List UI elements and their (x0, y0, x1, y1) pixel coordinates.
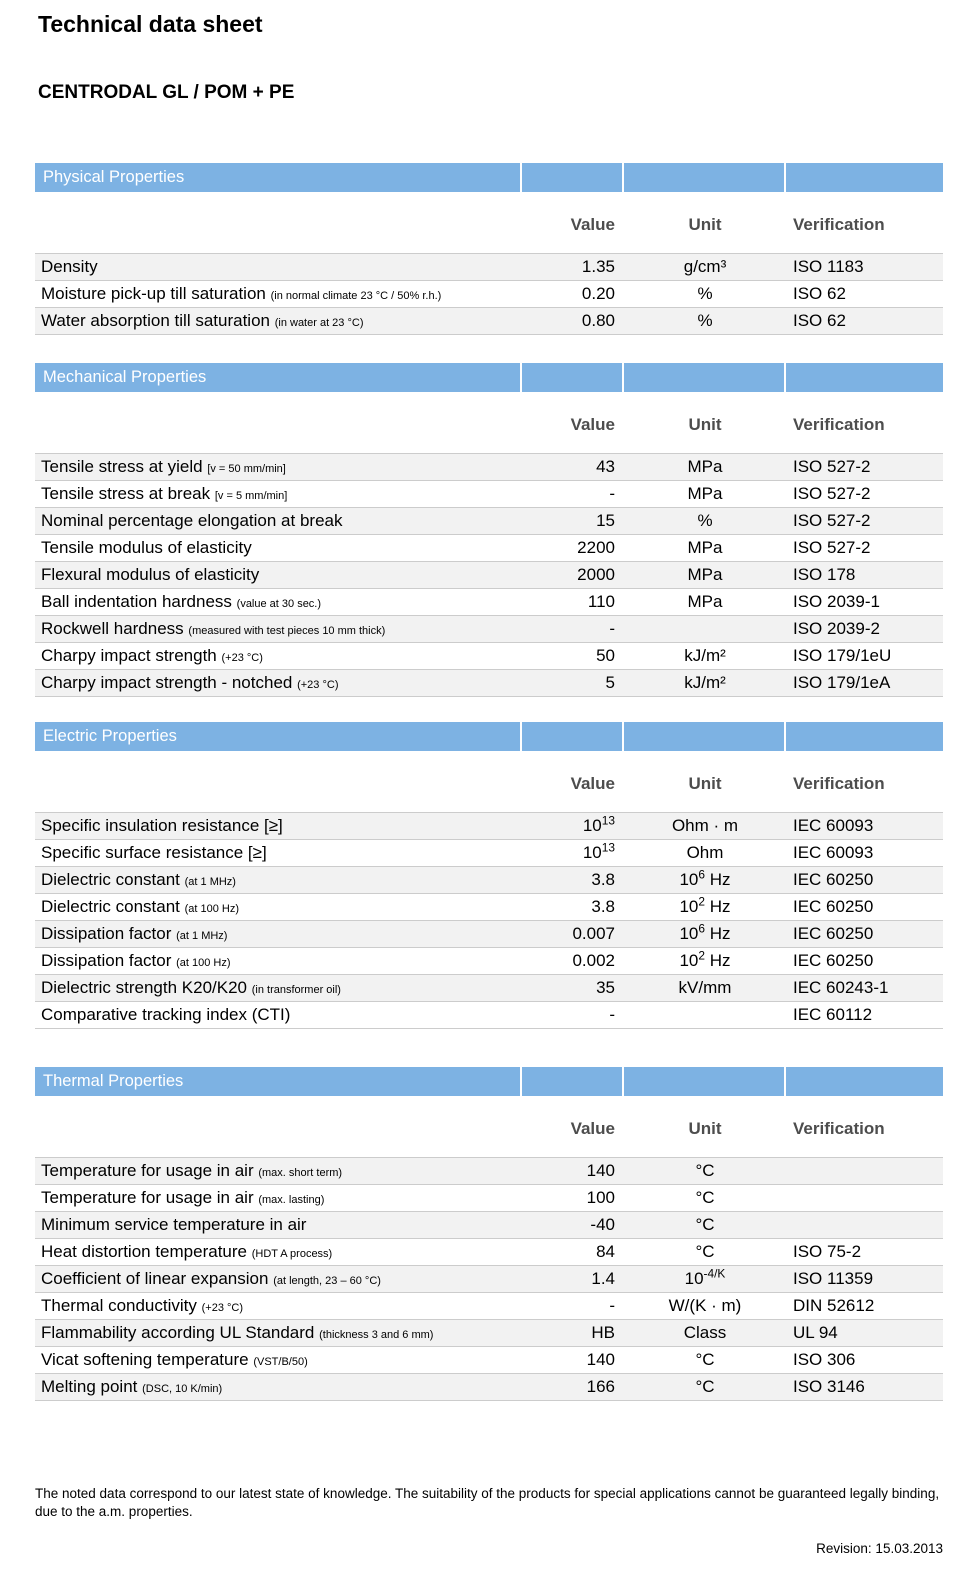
table-row (35, 642, 943, 669)
property-cell (35, 975, 522, 1003)
property-note: [v = 5 mm/min] (214, 490, 288, 502)
table-row (35, 1157, 943, 1184)
table-row (35, 1211, 943, 1238)
property-verification: ISO 11359 (793, 1269, 874, 1288)
column-header-property (35, 1118, 522, 1139)
property-cell (35, 1239, 522, 1267)
property-value: 0.20 (581, 284, 615, 303)
revision-text: Revision: 15.03.2013 (816, 1541, 943, 1556)
table-rows (35, 253, 943, 335)
property-unit: °C (695, 1161, 715, 1180)
table-rows (35, 453, 943, 697)
property-cell (35, 562, 522, 588)
property-note: (max. short term) (258, 1167, 343, 1179)
property-unit: $10^6$ Hz (679, 921, 731, 943)
column-header-value: Value (570, 415, 615, 434)
column-header-verification: Verification (793, 1119, 885, 1138)
property-name: Charpy impact strength (41, 646, 217, 665)
column-header-row (35, 414, 943, 435)
table-row (35, 812, 943, 839)
table-row (35, 307, 943, 334)
property-cell (35, 1185, 522, 1213)
column-header-value: Value (570, 1119, 615, 1138)
property-verification: ISO 178 (793, 565, 856, 584)
property-name: Dissipation factor (41, 924, 172, 943)
property-verification: IEC 60112 (793, 1005, 873, 1024)
table-row (35, 1238, 943, 1265)
table-row (35, 453, 943, 480)
property-note: (at 100 Hz) (176, 957, 231, 969)
column-header-unit: Unit (688, 215, 722, 234)
property-cell (35, 1158, 522, 1186)
table-row (35, 1292, 943, 1319)
column-header-unit: Unit (688, 415, 722, 434)
table-row (35, 253, 943, 280)
sections-container (35, 163, 943, 1401)
property-value: 140 (586, 1161, 615, 1180)
property-note: (at length, 23 – 60 °C) (273, 1275, 381, 1287)
property-name: Flexural modulus of elasticity (41, 565, 260, 584)
property-name: Dielectric constant (41, 870, 180, 889)
section-bar-cell (786, 1067, 943, 1096)
property-name: Heat distortion temperature (41, 1242, 247, 1261)
product-name: CENTRODAL GL / POM + PE (38, 82, 295, 103)
property-note: (+23 °C) (201, 1302, 244, 1314)
property-value: - (609, 1296, 615, 1315)
table-row (35, 1346, 943, 1373)
property-cell (35, 840, 522, 866)
table-row (35, 561, 943, 588)
property-unit: kJ/m² (684, 646, 726, 665)
table-row (35, 588, 943, 615)
property-note: (max. lasting) (258, 1194, 325, 1206)
property-value: 35 (596, 978, 615, 997)
property-cell (35, 508, 522, 534)
property-cell (35, 1212, 522, 1238)
column-header-value: Value (570, 774, 615, 793)
property-name: Tensile modulus of elasticity (41, 538, 252, 557)
property-verification: IEC 60243-1 (793, 978, 889, 997)
property-unit: kV/mm (678, 978, 732, 997)
section-bar-cell (522, 722, 622, 751)
property-unit: °C (695, 1377, 715, 1396)
document-page (0, 10, 976, 1557)
property-value: 50 (596, 646, 615, 665)
section-bar-cell (786, 722, 943, 751)
property-note: (thickness 3 and 6 mm) (319, 1329, 434, 1341)
property-unit: Ohm (686, 843, 724, 862)
table-row (35, 893, 943, 920)
property-note: (DSC, 10 K/min) (142, 1383, 223, 1395)
section-bar-cell (522, 1067, 622, 1096)
property-value: 43 (596, 457, 615, 476)
property-cell (35, 254, 522, 280)
property-verification: UL 94 (793, 1323, 838, 1342)
property-unit: % (697, 511, 713, 530)
property-cell (35, 921, 522, 949)
property-name: Tensile stress at yield (41, 457, 203, 476)
table-row (35, 839, 943, 866)
property-verification: IEC 60250 (793, 870, 874, 889)
property-name: Density (41, 257, 98, 276)
property-cell (35, 1266, 522, 1294)
property-unit: °C (695, 1215, 715, 1234)
property-cell (35, 535, 522, 561)
table-row (35, 480, 943, 507)
section-bar-cell (624, 163, 784, 192)
property-value: - (609, 619, 615, 638)
column-header-unit: Unit (688, 1119, 722, 1138)
properties-section (35, 1067, 943, 1401)
property-verification: ISO 62 (793, 311, 846, 330)
property-note: [v = 50 mm/min] (207, 463, 286, 475)
property-verification: IEC 60093 (793, 816, 874, 835)
property-verification: ISO 527-2 (793, 457, 871, 476)
property-verification: IEC 60250 (793, 951, 874, 970)
section-bar-cell (522, 363, 622, 392)
property-cell (35, 813, 522, 839)
page-title: Technical data sheet (38, 11, 263, 37)
property-cell (35, 1002, 522, 1028)
property-cell (35, 894, 522, 922)
table-row (35, 507, 943, 534)
column-header-value: Value (570, 215, 615, 234)
property-name: Minimum service temperature in air (41, 1215, 307, 1234)
property-name: Comparative tracking index (CTI) (41, 1005, 291, 1024)
column-header-unit: Unit (688, 774, 722, 793)
property-unit: °C (695, 1350, 715, 1369)
section-bar-title-cell (35, 1067, 520, 1096)
section-title: Thermal Properties (43, 1072, 184, 1090)
column-header-property (35, 414, 522, 435)
table-row (35, 974, 943, 1001)
property-cell (35, 643, 522, 671)
property-value: HB (591, 1323, 615, 1342)
section-bar-cell (786, 363, 943, 392)
property-name: Coefficient of linear expansion (41, 1269, 269, 1288)
table-row (35, 615, 943, 642)
property-verification: ISO 527-2 (793, 538, 871, 557)
property-name: Tensile stress at break (41, 484, 211, 503)
section-header-bar (35, 1067, 943, 1096)
property-unit: °C (695, 1242, 715, 1261)
property-value: 0.80 (581, 311, 615, 330)
property-note: (at 100 Hz) (184, 903, 240, 915)
property-verification: ISO 2039-1 (793, 592, 880, 611)
property-cell (35, 867, 522, 895)
property-note: (VST/B/50) (253, 1356, 308, 1368)
property-unit: $10^2$ Hz (679, 948, 731, 970)
property-value: 15 (596, 511, 615, 530)
section-bar-title-cell (35, 163, 520, 192)
property-unit: MPa (687, 565, 723, 584)
table-row (35, 534, 943, 561)
property-unit: Class (683, 1323, 727, 1342)
section-bar-cell (624, 722, 784, 751)
property-value: - (609, 484, 615, 503)
properties-section (35, 163, 943, 335)
property-name: Rockwell hardness (41, 619, 184, 638)
property-value: 3.8 (591, 897, 615, 916)
property-name: Dissipation factor (41, 951, 172, 970)
property-cell (35, 1374, 522, 1402)
property-note: (HDT A process) (251, 1248, 333, 1260)
property-note: (at 1 MHz) (184, 876, 236, 888)
property-name: Nominal percentage elongation at break (41, 511, 343, 530)
column-header-row (35, 1118, 943, 1139)
property-unit: kJ/m² (684, 673, 726, 692)
table-row (35, 920, 943, 947)
properties-section (35, 363, 943, 697)
property-note: (measured with test pieces 10 mm thick) (188, 625, 386, 637)
section-bar-title-cell (35, 722, 520, 751)
property-unit: $10^6$ Hz (679, 867, 731, 889)
property-verification: ISO 2039-2 (793, 619, 880, 638)
property-value: 2000 (577, 565, 615, 584)
property-value: 2200 (577, 538, 615, 557)
property-name: Thermal conductivity (41, 1296, 197, 1315)
property-value: -40 (590, 1215, 615, 1234)
section-header-bar (35, 163, 943, 192)
property-unit: Ohm · m (671, 816, 739, 835)
property-name: Moisture pick-up till saturation (41, 284, 266, 303)
section-bar-title-cell (35, 363, 520, 392)
property-value: 166 (586, 1377, 615, 1396)
property-cell (35, 948, 522, 976)
property-value: 0.007 (572, 924, 615, 943)
property-verification: ISO 75-2 (793, 1242, 862, 1261)
section-title: Mechanical Properties (43, 368, 207, 386)
column-header-property (35, 214, 522, 235)
section-bar-cell (522, 163, 622, 192)
property-unit: MPa (687, 592, 723, 611)
column-header-verification: Verification (793, 774, 885, 793)
property-note: (in normal climate 23 °C / 50% r.h.) (270, 290, 442, 302)
property-verification: ISO 179/1eU (793, 646, 892, 665)
property-name: Water absorption till saturation (41, 311, 270, 330)
property-unit: $10^{-4/K}$ (684, 1266, 726, 1288)
property-cell (35, 308, 522, 336)
property-value: 100 (586, 1188, 615, 1207)
property-value: 1.35 (581, 257, 615, 276)
section-header-bar (35, 363, 943, 392)
property-verification: ISO 62 (793, 284, 846, 303)
property-name: Charpy impact strength - notched (41, 673, 293, 692)
table-row (35, 1373, 943, 1400)
property-cell (35, 1347, 522, 1375)
section-bar-cell (624, 1067, 784, 1096)
property-value: 140 (586, 1350, 615, 1369)
property-name: Temperature for usage in air (41, 1188, 254, 1207)
section-bar-cell (624, 363, 784, 392)
property-note: (value at 30 sec.) (236, 598, 322, 610)
table-row (35, 1001, 943, 1028)
property-cell (35, 481, 522, 509)
property-cell (35, 1293, 522, 1321)
property-value: 110 (587, 592, 615, 611)
table-row (35, 1184, 943, 1211)
property-name: Flammability according UL Standard (41, 1323, 315, 1342)
property-name: Vicat softening temperature (41, 1350, 249, 1369)
column-header-verification: Verification (793, 415, 885, 434)
property-value: 5 (605, 673, 615, 692)
properties-section (35, 722, 943, 1029)
table-rows (35, 812, 943, 1029)
property-verification: ISO 179/1eA (793, 673, 891, 692)
column-header-row (35, 214, 943, 235)
property-note: (+23 °C) (221, 652, 263, 664)
section-header-bar (35, 722, 943, 751)
property-verification: ISO 306 (793, 1350, 856, 1369)
table-row (35, 866, 943, 893)
table-rows (35, 1157, 943, 1401)
property-verification: IEC 60250 (793, 897, 874, 916)
property-value: 1.4 (591, 1269, 615, 1288)
property-value: 3.8 (591, 870, 615, 889)
property-value: - (609, 1005, 615, 1024)
property-cell (35, 281, 522, 309)
property-name: Dielectric strength K20/K20 (41, 978, 247, 997)
property-verification: IEC 60093 (793, 843, 874, 862)
property-unit: $10^2$ Hz (679, 894, 731, 916)
table-row (35, 1265, 943, 1292)
property-cell (35, 670, 522, 698)
property-value: 0.002 (572, 951, 615, 970)
table-row (35, 280, 943, 307)
property-unit: g/cm³ (683, 257, 727, 276)
column-header-property (35, 773, 522, 794)
property-name: Temperature for usage in air (41, 1161, 254, 1180)
property-name: Ball indentation hardness (41, 592, 232, 611)
property-cell (35, 616, 522, 644)
property-value: 84 (596, 1242, 615, 1261)
property-verification: ISO 527-2 (793, 511, 871, 530)
property-note: (+23 °C) (297, 679, 339, 691)
property-unit: W/(K · m) (668, 1296, 742, 1315)
property-name: Specific insulation resistance [≥] (41, 816, 283, 835)
property-unit: °C (695, 1188, 715, 1207)
property-unit: % (697, 284, 713, 303)
property-cell (35, 589, 522, 617)
section-title: Physical Properties (43, 168, 185, 186)
property-value: $10^{13}$ (582, 840, 615, 862)
property-value: $10^{13}$ (582, 813, 615, 835)
property-cell (35, 454, 522, 482)
property-note: (in water at 23 °C) (274, 317, 364, 329)
property-note: (in transformer oil) (251, 984, 341, 996)
property-cell (35, 1320, 522, 1348)
property-unit: MPa (687, 457, 723, 476)
section-title: Electric Properties (43, 727, 177, 745)
property-verification: ISO 1183 (793, 257, 864, 276)
table-row (35, 947, 943, 974)
property-name: Specific surface resistance [≥] (41, 843, 267, 862)
property-name: Melting point (41, 1377, 138, 1396)
property-unit: MPa (687, 484, 723, 503)
property-unit: MPa (687, 538, 723, 557)
disclaimer-text: The noted data correspond to our latest state of knowledge. The suitability of the products for special applications cannot be guaranteed legally binding, due to the a.m. properties. (35, 1486, 940, 1519)
property-verification: ISO 3146 (793, 1377, 865, 1396)
property-note: (at 1 MHz) (176, 930, 228, 942)
property-unit: % (697, 311, 713, 330)
table-row (35, 669, 943, 696)
column-header-row (35, 773, 943, 794)
property-name: Dielectric constant (41, 897, 180, 916)
property-verification: IEC 60250 (793, 924, 874, 943)
property-verification: ISO 527-2 (793, 484, 871, 503)
table-row (35, 1319, 943, 1346)
property-verification: DIN 52612 (793, 1296, 875, 1315)
section-bar-cell (786, 163, 943, 192)
column-header-verification: Verification (793, 215, 885, 234)
